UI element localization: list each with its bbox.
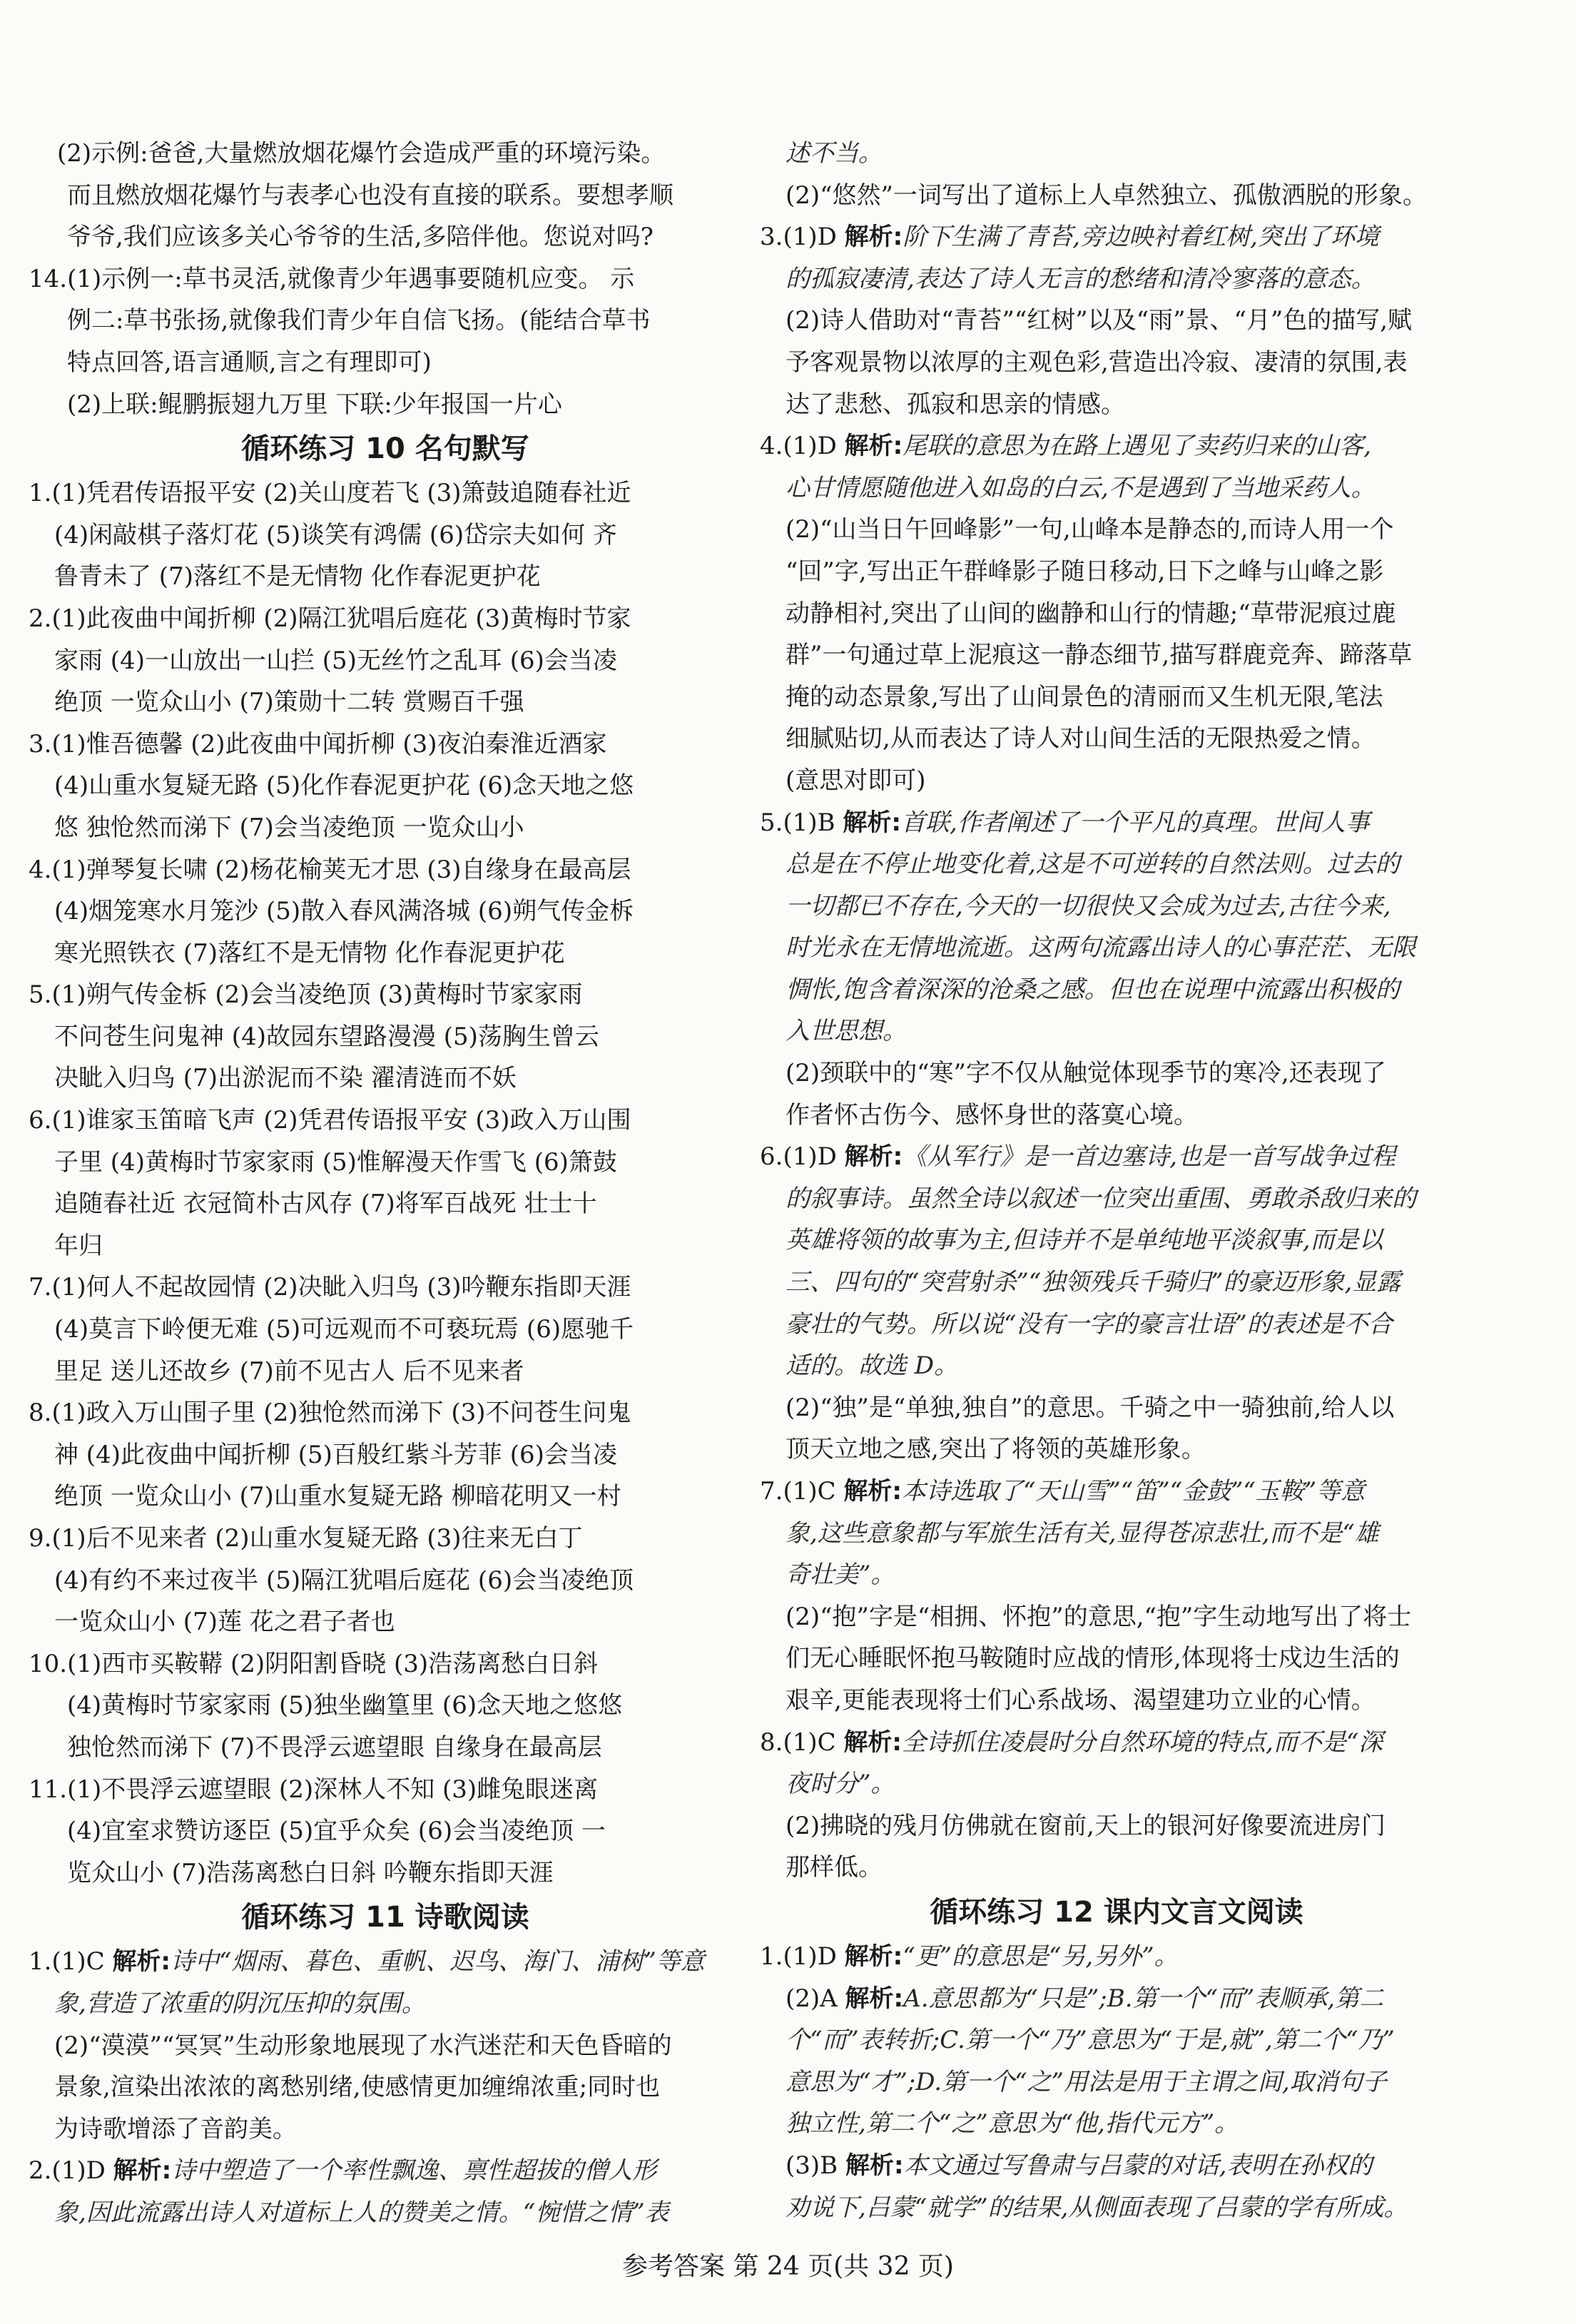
line-text: 神 (4)此夜曲中闻折柳 (5)百般红紫斗芳菲 (6)会当凌 (54, 1440, 617, 1469)
analysis-text: 述不当。 (786, 139, 883, 168)
text-line (760, 1136, 1473, 1178)
line-text: (意思对即可) (786, 766, 926, 795)
text-line (760, 2145, 1473, 2187)
line-text: (4)宜室求赞访逐臣 (5)宜乎众矣 (6)会当凌绝顶 一 (67, 1817, 606, 1846)
text-line (760, 1262, 1473, 1304)
line-text: 予客观景物以浓厚的主观色彩,营造出冷寂、凄清的氛围,表 (786, 347, 1408, 377)
line-text: (2)“漠漠”“冥冥”生动形象地展现了水汽迷茫和天色昏暗的 (54, 2031, 672, 2060)
analysis-text: “更”的意思是“另,另外”。 (903, 1942, 1179, 1971)
line-text: 4.(1)D (760, 432, 845, 461)
line-text: 达了悲愁、孤寂和思亲的情感。 (786, 390, 1125, 419)
analysis-text: A.意思都为“只是”;B.第一个“而”表顺承,第二 (903, 1984, 1384, 2013)
text-line (29, 1560, 742, 1602)
text-line (760, 593, 1473, 635)
line-text: 追随春社近 衣冠简朴古风存 (7)将军百战死 壮士十 (54, 1189, 597, 1219)
line-text: 2.(1)D (29, 2156, 113, 2186)
analysis-text: 三、四句的“突营射杀”“独领残兵千骑归”的豪迈形象,显露 (786, 1268, 1401, 1297)
text-line (760, 1805, 1473, 1847)
analysis-text: 《从军行》是一首边塞诗,也是一首写战争过程 (903, 1142, 1396, 1172)
analysis-text: 入世思想。 (786, 1017, 907, 1046)
line-text: 鲁青未了 (7)落红不是无情物 化作春泥更护花 (54, 562, 541, 592)
text-line (760, 133, 1473, 175)
line-text: 6.(1)D (760, 1142, 845, 1172)
line-text: (2)A (786, 1984, 845, 2013)
text-line (29, 175, 742, 217)
text-line (29, 472, 742, 514)
line-text: (4)莫言下岭便无难 (5)可远观而不可亵玩焉 (6)愿驰千 (54, 1315, 634, 1344)
analysis-text: 个“而”表转折;C.第一个“乃”意思为“于是,就”,第二个“乃” (786, 2026, 1395, 2055)
line-text: 决眦入归鸟 (7)出淤泥而不染 濯清涟而不妖 (54, 1064, 517, 1093)
line-text: (2)示例:爸爸,大量燃放烟花爆竹会造成严重的环境污染。 (57, 139, 666, 168)
text-line (760, 300, 1473, 342)
analysis-label: 解析: (845, 1984, 904, 2013)
text-line (29, 1518, 742, 1560)
text-line (29, 1392, 742, 1434)
text-line (29, 1100, 742, 1142)
text-line (760, 1978, 1473, 2020)
text-line (760, 1429, 1473, 1471)
text-line (760, 1471, 1473, 1513)
text-line (29, 681, 742, 724)
line-text: 循环练习 12 课内文言文阅读 (930, 1895, 1303, 1929)
analysis-text: 劝说下,吕蒙“就学”的结果,从侧面表现了吕蒙的学有所成。 (786, 2193, 1408, 2222)
analysis-label: 解析: (844, 1142, 903, 1172)
line-text: 1.(1)C (29, 1947, 113, 1977)
analysis-text: 阶下生满了青苔,旁边映衬着红树,突出了环境 (903, 223, 1379, 252)
analysis-text: 象,营造了浓重的阴沉压抑的氛围。 (54, 1989, 426, 2018)
text-line (760, 843, 1473, 886)
text-line (760, 1722, 1473, 1764)
text-line (29, 1057, 742, 1100)
line-text: 独怆然而涕下 (7)不畏浮云遮望眼 自缘身在最高层 (67, 1732, 602, 1762)
text-line (760, 2019, 1473, 2061)
text-line (29, 216, 742, 258)
analysis-text: 象,这些意象都与军旅生活有关,显得苍凉悲壮,而不是“雄 (786, 1518, 1379, 1548)
text-line (29, 1476, 742, 1518)
analysis-text: 英雄将领的故事为主,但诗并不是单纯地平淡叙事,而是以 (786, 1226, 1383, 1255)
line-text: 5.(1)B (760, 808, 843, 837)
analysis-text: 夜时分”。 (786, 1770, 895, 1799)
line-text: 循环练习 10 名句默写 (241, 432, 529, 466)
line-text: 例二:草书张扬,就像我们青少年自信飞扬。(能结合草书 (67, 306, 651, 335)
analysis-text: 全诗抓住凌晨时分自然环境的特点,而不是“深 (902, 1727, 1383, 1757)
line-text: 一览众山小 (7)莲 花之君子者也 (54, 1608, 395, 1637)
line-text: 3.(1)惟吾德馨 (2)此夜曲中闻折柳 (3)夜泊秦淮近酒家 (29, 729, 607, 758)
text-line (29, 598, 742, 640)
line-text: 6.(1)谁家玉笛暗飞声 (2)凭君传语报平安 (3)政入万山围 (29, 1106, 631, 1135)
line-text: 11.(1)不畏浮云遮望眼 (2)深林人不知 (3)雌兔眼迷离 (29, 1775, 599, 1804)
line-text: 2.(1)此夜曲中闻折柳 (2)隔江犹唱后庭花 (3)黄梅时节家 (29, 604, 631, 633)
page-footer: 参考答案 第 24 页(共 32 页) (622, 2252, 954, 2281)
right-column (760, 133, 1473, 2228)
text-line (760, 969, 1473, 1011)
line-text: (3)B (786, 2151, 845, 2180)
line-text: 循环练习 11 诗歌阅读 (241, 1901, 529, 1934)
analysis-text: 本文通过写鲁肃与吕蒙的对话,表明在孙权的 (903, 2151, 1373, 2180)
section-heading (29, 425, 742, 472)
text-line (760, 1052, 1473, 1095)
text-line (760, 1304, 1473, 1346)
line-text: 爷爷,我们应该多关心爷爷的生活,多陪伴他。您说对吗? (67, 223, 654, 252)
text-line (760, 1847, 1473, 1889)
text-line (760, 1010, 1473, 1052)
analysis-text: 意思为“才”;D.第一个“之”用法是用于主谓之间,取消句子 (786, 2067, 1387, 2096)
line-text: 景象,渲染出浓浓的离愁别绪,使感情更加缠绵浓重;同时也 (54, 2073, 661, 2102)
text-line (29, 974, 742, 1016)
analysis-label: 解析: (112, 1947, 171, 1977)
line-text: 特点回答,语言通顺,言之有理即可) (67, 347, 432, 377)
analysis-text: 的叙事诗。虽然全诗以叙述一位突出重围、勇敢杀敌归来的 (786, 1184, 1416, 1213)
text-line (29, 724, 742, 766)
text-line (760, 1178, 1473, 1220)
text-line (760, 718, 1473, 760)
analysis-label: 解析: (844, 223, 903, 252)
analysis-text: 惆怅,饱含着深深的沧桑之感。但也在说理中流露出积极的 (786, 975, 1400, 1004)
line-text: 艰辛,更能表现将士们心系战场、渴望建功立业的心情。 (786, 1685, 1376, 1715)
text-line (760, 175, 1473, 217)
line-text: 14.(1)示例一:草书灵活,就像青少年遇事要随机应变。 示 (29, 264, 635, 293)
line-text: 1.(1)D (760, 1942, 845, 1971)
text-line (29, 1434, 742, 1476)
text-line (29, 1267, 742, 1309)
text-line (760, 634, 1473, 676)
text-line (760, 1596, 1473, 1638)
line-text: 10.(1)西市买鞍鞯 (2)阴阳割昏晓 (3)浩荡离愁白日斜 (29, 1649, 599, 1678)
text-line (29, 342, 742, 384)
text-line (29, 890, 742, 933)
line-text: (4)黄梅时节家家雨 (5)独坐幽篁里 (6)念天地之悠悠 (67, 1691, 623, 1720)
text-line (760, 425, 1473, 467)
line-text: (2)颈联中的“寒”字不仅从触觉体现季节的寒冷,还表现了 (786, 1059, 1386, 1088)
analysis-text: 心甘情愿随他进入如岛的白云,不是遇到了当地采药人。 (786, 473, 1376, 502)
text-line (760, 676, 1473, 719)
text-line (29, 1727, 742, 1769)
analysis-text: 诗中塑造了一个率性飘逸、禀性超拔的僧人形 (171, 2156, 657, 2186)
text-line (29, 384, 742, 426)
text-line (29, 1309, 742, 1351)
text-line (29, 2150, 742, 2192)
analysis-text: 豪壮的气势。所以说“没有一字的豪言壮语”的表述是不合 (786, 1309, 1393, 1339)
line-text: 览众山小 (7)浩荡离愁白日斜 吟鞭东指即天涯 (67, 1858, 554, 1887)
line-text: 4.(1)弹琴复长啸 (2)杨花榆荚无才思 (3)自缘身在最高层 (29, 855, 631, 884)
line-text: 寒光照铁衣 (7)落红不是无情物 化作春泥更护花 (54, 938, 565, 968)
line-text: “回”字,写出正午群峰影子随日移动,日下之峰与山峰之影 (786, 557, 1384, 586)
text-line (29, 258, 742, 300)
text-line (29, 1685, 742, 1727)
line-text: 悠 独怆然而涕下 (7)会当凌绝顶 一览众山小 (54, 813, 524, 842)
text-line (760, 258, 1473, 300)
line-text: 年归 (54, 1231, 103, 1260)
text-line (29, 1941, 742, 1983)
text-line (29, 2109, 742, 2151)
text-line (29, 765, 742, 807)
line-text: (4)闲敲棋子落灯花 (5)谈笑有鸿儒 (6)岱宗夫如何 齐 (54, 520, 617, 549)
analysis-text: 尾联的意思为在路上遇见了卖药归来的山客, (903, 432, 1372, 461)
text-line (760, 1680, 1473, 1722)
text-line (760, 551, 1473, 593)
analysis-text: 奇壮美”。 (786, 1561, 895, 1590)
analysis-label: 解析: (844, 1942, 903, 1971)
line-text: 绝顶 一览众山小 (7)山重水复疑无路 柳暗花明又一村 (54, 1482, 621, 1511)
line-text: (2)“抱”字是“相拥、怀抱”的意思,“抱”字生动地写出了将士 (786, 1602, 1412, 1631)
line-text: 8.(1)C (760, 1727, 844, 1757)
line-text: 们无心睡眠怀抱马鞍随时应战的情形,体现将士戍边生活的 (786, 1644, 1400, 1673)
analysis-label: 解析: (843, 1477, 903, 1506)
line-text: 绝顶 一览众山小 (7)策勋十二转 赏赐百千强 (54, 688, 524, 717)
text-line (760, 760, 1473, 802)
text-line (760, 2187, 1473, 2229)
text-line (29, 556, 742, 598)
line-text: 7.(1)何人不起故园情 (2)决眦入归鸟 (3)吟鞭东指即天涯 (29, 1273, 631, 1302)
analysis-label: 解析: (844, 432, 903, 461)
text-line (29, 1183, 742, 1225)
line-text: 顶天立地之感,突出了将领的英雄形象。 (786, 1435, 1206, 1464)
analysis-text: 本诗选取了“天山雪”“笛”“金鼓”“玉鞍”等意 (902, 1477, 1366, 1506)
line-text: 里足 送儿还故乡 (7)前不见古人 后不见来者 (54, 1356, 524, 1386)
text-line (760, 1219, 1473, 1262)
analysis-text: 独立性,第二个“之”意思为“他,指代元方”。 (786, 2109, 1239, 2138)
text-line (29, 300, 742, 342)
analysis-text: 总是在不停止地变化着,这是不可逆转的自然法则。过去的 (786, 850, 1400, 879)
left-column (29, 133, 742, 2234)
text-line (29, 2192, 742, 2234)
text-line (29, 807, 742, 849)
text-line (760, 384, 1473, 426)
line-text: 掩的动态景象,写出了山间景色的清丽而又生机无限,笔法 (786, 682, 1383, 711)
analysis-label: 解析: (113, 2156, 172, 2186)
text-line (760, 1936, 1473, 1978)
line-text: 家雨 (4)一山放出一山拦 (5)无丝竹之乱耳 (6)会当凌 (54, 646, 617, 675)
line-text: 动静相衬,突出了山间的幽静和山行的情趣;“草带泥痕过鹿 (786, 599, 1396, 628)
text-line (29, 1016, 742, 1058)
line-text: (4)山重水复疑无路 (5)化作春泥更护花 (6)念天地之悠 (54, 771, 634, 801)
text-line (29, 1810, 742, 1852)
section-heading (760, 1889, 1473, 1936)
analysis-label: 解析: (843, 808, 902, 837)
text-line (29, 933, 742, 975)
text-line (760, 1513, 1473, 1555)
line-text: 1.(1)凭君传语报平安 (2)关山度若飞 (3)箫鼓追随春社近 (29, 479, 631, 508)
analysis-text: 诗中“烟雨、暮色、重帆、迟鸟、海门、浦树”等意 (171, 1947, 705, 1977)
line-text: 群”一句通过草上泥痕这一静态细节,描写群鹿竞奔、蹄落草 (786, 641, 1413, 670)
analysis-text: 适的。故选 D。 (786, 1351, 959, 1381)
line-text: (2)上联:鲲鹏振翅九万里 下联:少年报国一片心 (67, 390, 562, 419)
line-text: (2)“山当日午回峰影”一句,山峰本是静态的,而诗人用一个 (786, 515, 1394, 544)
line-text: 子里 (4)黄梅时节家家雨 (5)惟解漫天作雪飞 (6)箫鼓 (54, 1147, 617, 1177)
text-line (29, 514, 742, 557)
text-line (29, 1769, 742, 1811)
text-line (29, 1142, 742, 1184)
text-line (760, 1095, 1473, 1137)
text-line (29, 1643, 742, 1685)
line-text: 那样低。 (786, 1853, 883, 1882)
text-line (29, 2025, 742, 2067)
analysis-text: 象,因此流露出诗人对道标上人的赞美之情。“惋惜之情”表 (54, 2198, 669, 2227)
analysis-text: 一切都已不存在,今天的一切很快又会成为过去,古往今来, (786, 891, 1391, 920)
line-text: 作者怀古伤今、感怀身世的落寞心境。 (786, 1100, 1198, 1130)
analysis-text: 首联,作者阐述了一个平凡的真理。世间人事 (901, 808, 1370, 837)
text-line (29, 2066, 742, 2109)
line-text: (2)“独”是“单独,独自”的意思。千骑之中一骑独前,给人以 (786, 1393, 1395, 1422)
text-line (29, 1983, 742, 2025)
text-line (760, 216, 1473, 258)
text-line (29, 1601, 742, 1643)
text-line (760, 2103, 1473, 2145)
text-line (29, 1225, 742, 1267)
line-text: (4)有约不来过夜半 (5)隔江犹唱后庭花 (6)会当凌绝顶 (54, 1566, 634, 1595)
line-text: 细腻贴切,从而表达了诗人对山间生活的无限热爱之情。 (786, 724, 1376, 753)
text-line (760, 2061, 1473, 2104)
text-line (29, 133, 742, 175)
line-text: (2)“悠然”一词写出了道标上人卓然独立、孤傲洒脱的形象。 (786, 181, 1427, 210)
line-text: (2)拂晓的残月仿佛就在窗前,天上的银河好像要流进房门 (786, 1811, 1386, 1840)
line-text: 7.(1)C (760, 1477, 844, 1506)
text-line (29, 1852, 742, 1894)
analysis-text: 时光永在无情地流逝。这两句流露出诗人的心事茫茫、无限 (786, 933, 1416, 963)
text-line (760, 1763, 1473, 1805)
section-heading (29, 1894, 742, 1941)
line-text: 9.(1)后不见来者 (2)山重水复疑无路 (3)往来无白丁 (29, 1524, 583, 1553)
line-text: 8.(1)政入万山围子里 (2)独怆然而涕下 (3)不问苍生问鬼 (29, 1399, 631, 1428)
line-text: (4)烟笼寒水月笼沙 (5)散入春风满洛城 (6)朔气传金柝 (54, 897, 634, 926)
analysis-label: 解析: (845, 2151, 904, 2180)
line-text: 5.(1)朔气传金柝 (2)会当凌绝顶 (3)黄梅时节家家雨 (29, 980, 583, 1010)
text-line (760, 1345, 1473, 1387)
line-text: 为诗歌增添了音韵美。 (54, 2114, 297, 2143)
text-line (760, 802, 1473, 844)
text-line (29, 849, 742, 891)
text-line (760, 1554, 1473, 1596)
text-line (760, 1638, 1473, 1680)
text-line (760, 342, 1473, 384)
line-text: 不问苍生问鬼神 (4)故园东望路漫漫 (5)荡胸生曾云 (54, 1022, 599, 1051)
text-line (760, 886, 1473, 928)
text-line (760, 1387, 1473, 1429)
text-line (29, 640, 742, 682)
line-text: 3.(1)D (760, 223, 845, 252)
text-line (29, 1351, 742, 1393)
line-text: (2)诗人借助对“青苔”“红树”以及“雨”景、“月”色的描写,赋 (786, 306, 1413, 335)
analysis-label: 解析: (843, 1727, 903, 1757)
line-text: 而且燃放烟花爆竹与表孝心也没有直接的联系。要想孝顺 (67, 181, 673, 210)
text-line (760, 467, 1473, 509)
analysis-text: 的孤寂凄清,表达了诗人无言的愁绪和清冷寥落的意态。 (786, 264, 1376, 293)
text-line (760, 509, 1473, 551)
text-line (760, 927, 1473, 969)
